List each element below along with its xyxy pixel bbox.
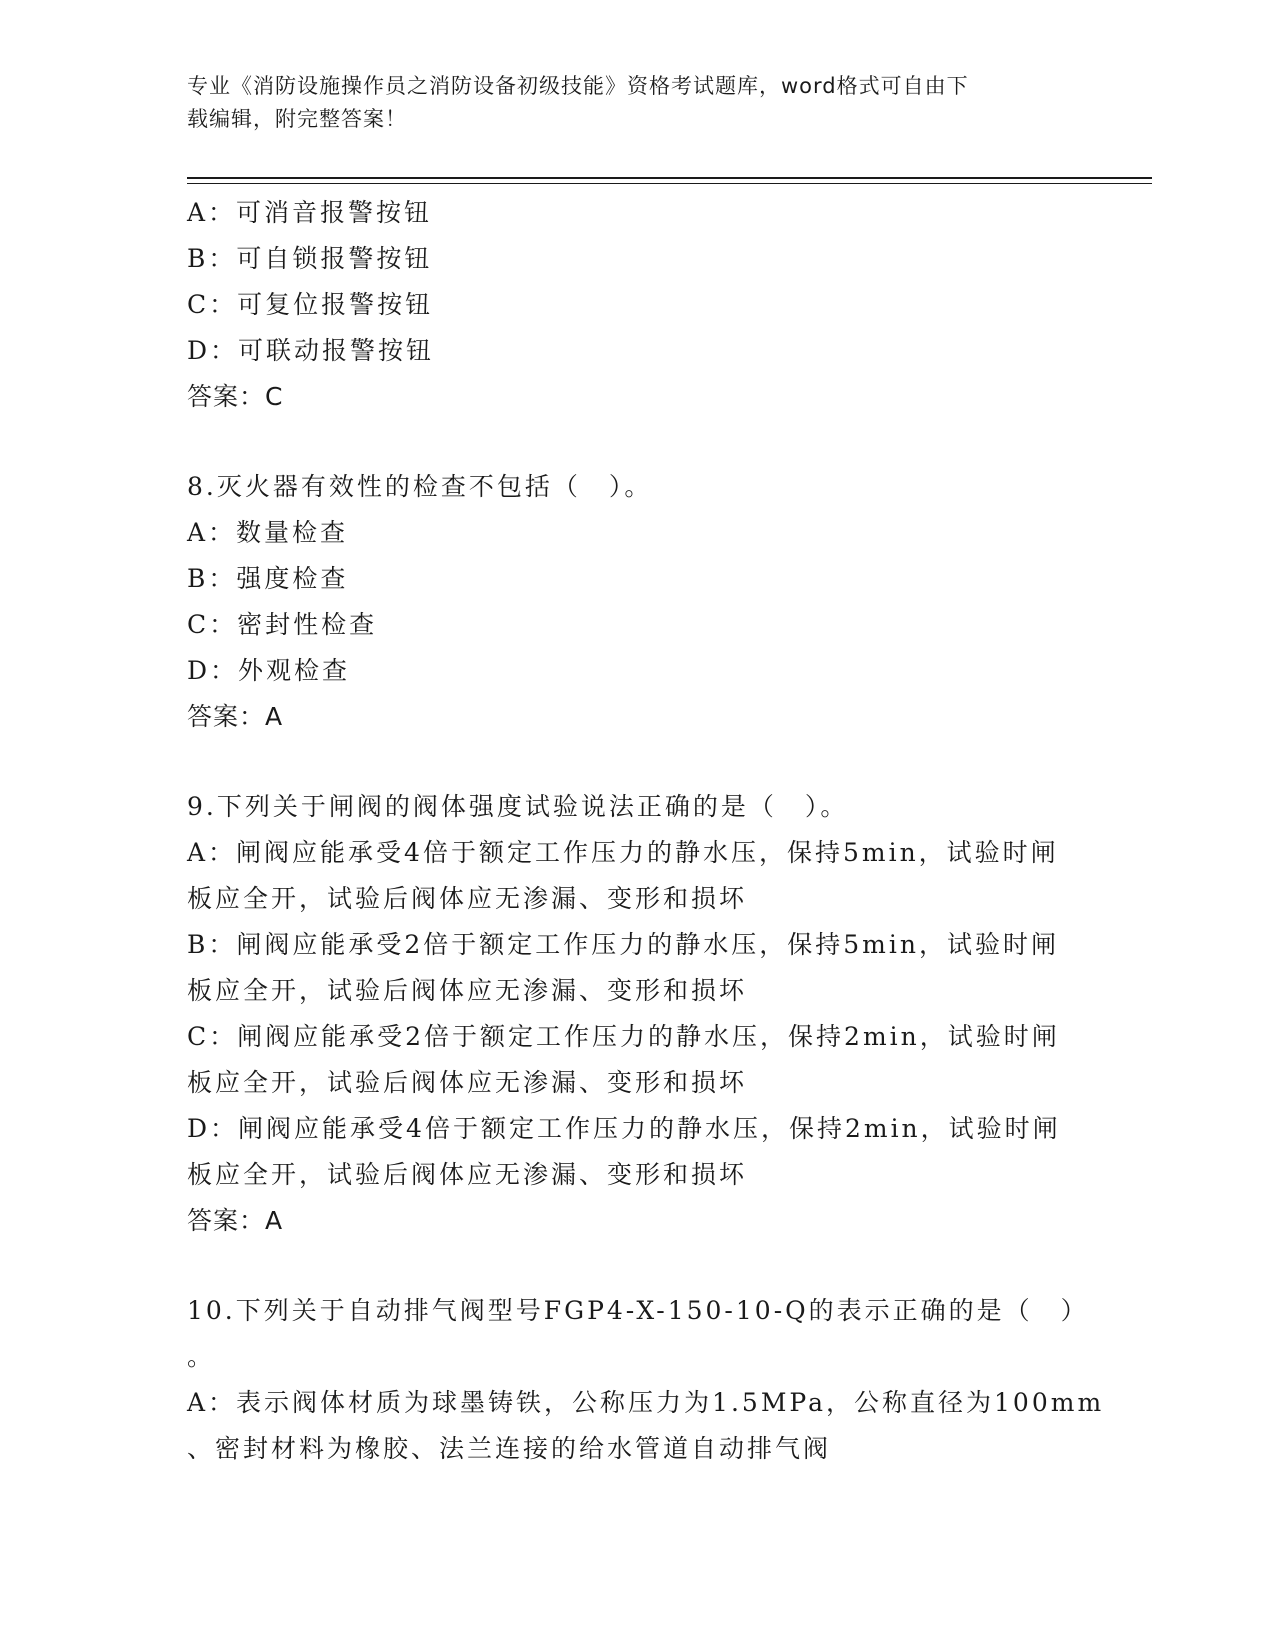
option-b: B：强度检查	[187, 564, 349, 593]
option-d: D：可联动报警按钮	[187, 336, 435, 365]
option-c-continued: 板应全开，试验后阀体应无渗漏、变形和损坏	[187, 1068, 748, 1097]
option-b-continued: 板应全开，试验后阀体应无渗漏、变形和损坏	[187, 976, 748, 1005]
option-c: C：闸阀应能承受2倍于额定工作压力的静水压，保持2min，试验时闸	[187, 1022, 1060, 1051]
question-content	[187, 190, 1105, 1472]
question-text: 10.下列关于自动排气阀型号FGP4-X-150-10-Q的表示正确的是（ ）	[187, 1296, 1089, 1325]
answer: 答案：A	[187, 1206, 284, 1235]
answer: 答案：C	[187, 382, 284, 411]
option-a: A：表示阀体材质为球墨铸铁，公称压力为1.5MPa，公称直径为100mm	[187, 1388, 1105, 1417]
option-b: B：可自锁报警按钮	[187, 244, 433, 273]
option-a-continued: 板应全开，试验后阀体应无渗漏、变形和损坏	[187, 884, 748, 913]
option-a: A：数量检查	[187, 518, 349, 547]
option-b: B：闸阀应能承受2倍于额定工作压力的静水压，保持5min，试验时闸	[187, 930, 1059, 959]
header-line-1: 专业《消防设施操作员之消防设备初级技能》资格考试题库，word格式可自由下	[187, 74, 969, 98]
option-d: D：外观检查	[187, 656, 351, 685]
question-10	[187, 1288, 1105, 1472]
question-8	[187, 464, 1087, 740]
question-7	[187, 190, 1087, 420]
option-c: C：可复位报警按钮	[187, 290, 434, 319]
question-text: 9.下列关于闸阀的阀体强度试验说法正确的是（ ）。	[187, 792, 849, 821]
question-9	[187, 784, 1087, 1244]
header-line-2: 载编辑，附完整答案！	[187, 107, 407, 131]
option-a: A：可消音报警按钮	[187, 198, 433, 227]
option-a: A：闸阀应能承受4倍于额定工作压力的静水压，保持5min，试验时闸	[187, 838, 1059, 867]
option-d: D：闸阀应能承受4倍于额定工作压力的静水压，保持2min，试验时闸	[187, 1114, 1061, 1143]
question-text: 8.灭火器有效性的检查不包括（ ）。	[187, 472, 653, 501]
option-a-continued: 、密封材料为橡胶、法兰连接的给水管道自动排气阀	[187, 1434, 832, 1463]
option-c: C：密封性检查	[187, 610, 378, 639]
option-d-continued: 板应全开，试验后阀体应无渗漏、变形和损坏	[187, 1160, 748, 1189]
answer: 答案：A	[187, 702, 284, 731]
header-divider-thin	[187, 183, 1152, 184]
header-divider-thick	[187, 177, 1152, 179]
question-text-continued: 。	[187, 1342, 216, 1371]
document-header	[187, 70, 1067, 136]
